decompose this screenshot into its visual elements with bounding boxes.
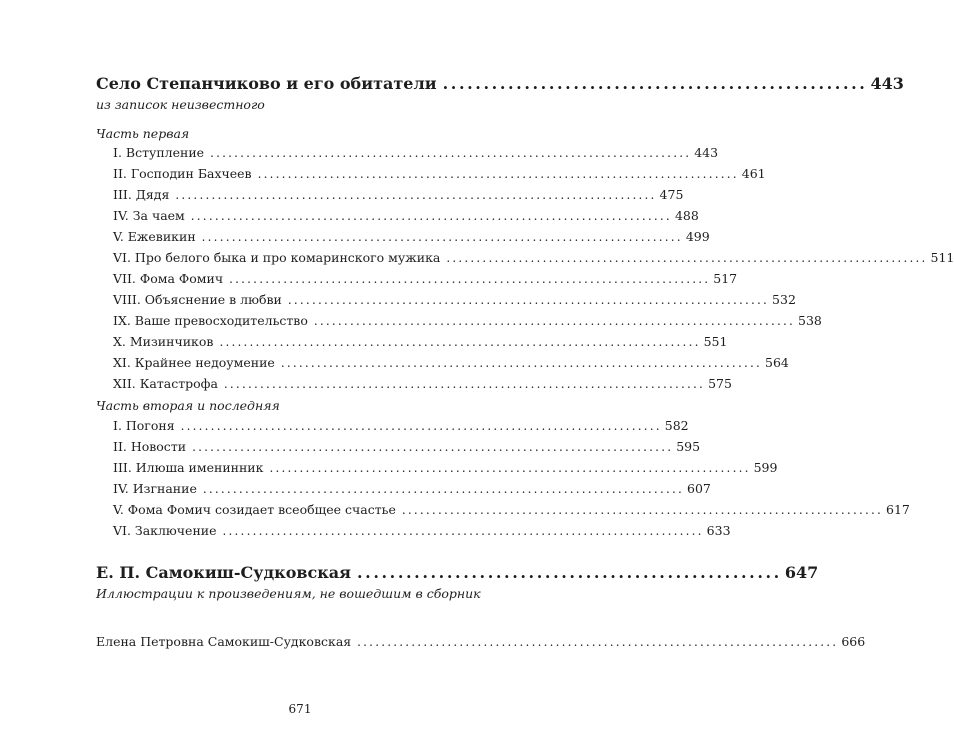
leader-dots: ................................................................................ (257, 167, 739, 181)
entry-page-number: 475 (659, 187, 684, 202)
toc-entry (113, 250, 954, 265)
toc-entry (113, 523, 731, 538)
entry-title: III. Илюша именинник (113, 460, 264, 475)
entry-page-number: 633 (706, 523, 731, 538)
toc-entry (113, 166, 766, 181)
toc-entry (113, 229, 710, 244)
entry-title: XI. Крайнее недоумение (113, 355, 275, 370)
toc-entry (113, 271, 738, 286)
toc-entry (113, 376, 732, 391)
toc-entry (113, 355, 789, 370)
entry-page-number: 617 (886, 502, 910, 517)
entry-page-number: 551 (703, 334, 728, 349)
part-label-second: Часть вторая и последняя (96, 398, 280, 413)
toc-entry (96, 634, 866, 649)
leader-dots: ................................................................................ (280, 356, 762, 370)
entry-title: XII. Катастрофа (113, 376, 218, 391)
entry-title: VII. Фома Фомич (113, 271, 224, 286)
entry-title: III. Дядя (113, 187, 170, 202)
entry-page-number: 532 (772, 292, 796, 307)
toc-entry (113, 145, 719, 160)
toc-entry (113, 481, 711, 496)
toc-entry (113, 439, 701, 454)
toc-entry (113, 187, 684, 202)
leader-dots: ................................................................................ (222, 524, 704, 538)
leader-dots: .................................................... (442, 74, 868, 93)
entry-title: I. Погоня (113, 418, 175, 433)
toc-entry (113, 292, 796, 307)
leader-dots: ................................................................................ (357, 635, 839, 649)
entry-page-number: 499 (685, 229, 710, 244)
toc-entry (113, 208, 699, 223)
entry-title: II. Господин Бахчеев (113, 166, 252, 181)
entry-page-number: 607 (687, 481, 711, 496)
leader-dots: ................................................................................ (313, 314, 796, 328)
entry-page-number: 666 (841, 634, 866, 649)
leader-dots: ................................................................................ (219, 335, 701, 349)
leader-dots: ................................................................................ (223, 377, 706, 391)
entry-title: IV. За чаем (113, 208, 185, 223)
leader-dots: ................................................................................ (202, 482, 684, 496)
page-number: 671 (288, 702, 312, 716)
leader-dots: ................................................................................ (269, 461, 751, 475)
toc-entry (113, 460, 778, 475)
section-subtitle: из записок неизвестного (96, 97, 265, 112)
entry-page-number: 564 (765, 355, 789, 370)
entry-page-number: 582 (664, 418, 689, 433)
section-title: Е. П. Самокиш-Судковская (96, 563, 351, 582)
entry-title: V. Фома Фомич созидает всеобщее счастье (113, 502, 396, 517)
section-heading-selo (96, 74, 904, 93)
entry-page-number: 517 (713, 271, 738, 286)
leader-dots: ................................................................................ (192, 440, 674, 454)
leader-dots: ................................................................................ (190, 209, 672, 223)
entry-page-number: 511 (930, 250, 954, 265)
leader-dots: ................................................................................ (446, 251, 928, 265)
leader-dots: ................................................................................ (175, 188, 657, 202)
section-heading-samokish (96, 563, 819, 582)
toc-entry (113, 418, 689, 433)
entry-title: X. Мизинчиков (113, 334, 214, 349)
entry-page-number: 599 (753, 460, 778, 475)
entry-page-number: 575 (708, 376, 732, 391)
leader-dots: ................................................................................ (201, 230, 683, 244)
entry-title: V. Ежевикин (113, 229, 196, 244)
leader-dots: ................................................................................ (180, 419, 662, 433)
leader-dots: ................................................................................ (401, 503, 884, 517)
entry-title: VI. Про белого быка и про комаринского мужика (113, 250, 441, 265)
toc-entry (113, 334, 728, 349)
entry-title: IX. Ваше превосходительство (113, 313, 308, 328)
section-title: Село Степанчиково и его обитатели (96, 74, 437, 93)
leader-dots: ................................................................................ (287, 293, 770, 307)
section-page-number: 647 (784, 563, 819, 582)
toc-entry (113, 313, 822, 328)
entry-title: I. Вступление (113, 145, 205, 160)
part-label-first: Часть первая (96, 126, 190, 141)
entry-title: VI. Заключение (113, 523, 217, 538)
section-page-number: 443 (870, 74, 904, 93)
entry-page-number: 461 (741, 166, 766, 181)
entry-title: II. Новости (113, 439, 187, 454)
entry-page-number: 488 (674, 208, 699, 223)
leader-dots: ................................................................................ (229, 272, 711, 286)
entry-title: Елена Петровна Самокиш-Судковская (96, 634, 352, 649)
leader-dots: ................................................................................ (210, 146, 692, 160)
leader-dots: .................................................... (356, 563, 782, 582)
entry-page-number: 595 (676, 439, 701, 454)
entry-page-number: 443 (694, 145, 719, 160)
section-subtitle: Иллюстрации к произведениям, не вошедшим в сборник (96, 586, 481, 601)
entry-page-number: 538 (798, 313, 822, 328)
toc-entry (113, 502, 910, 517)
entry-title: IV. Изгнание (113, 481, 197, 496)
entry-title: VIII. Объяснение в любви (113, 292, 282, 307)
